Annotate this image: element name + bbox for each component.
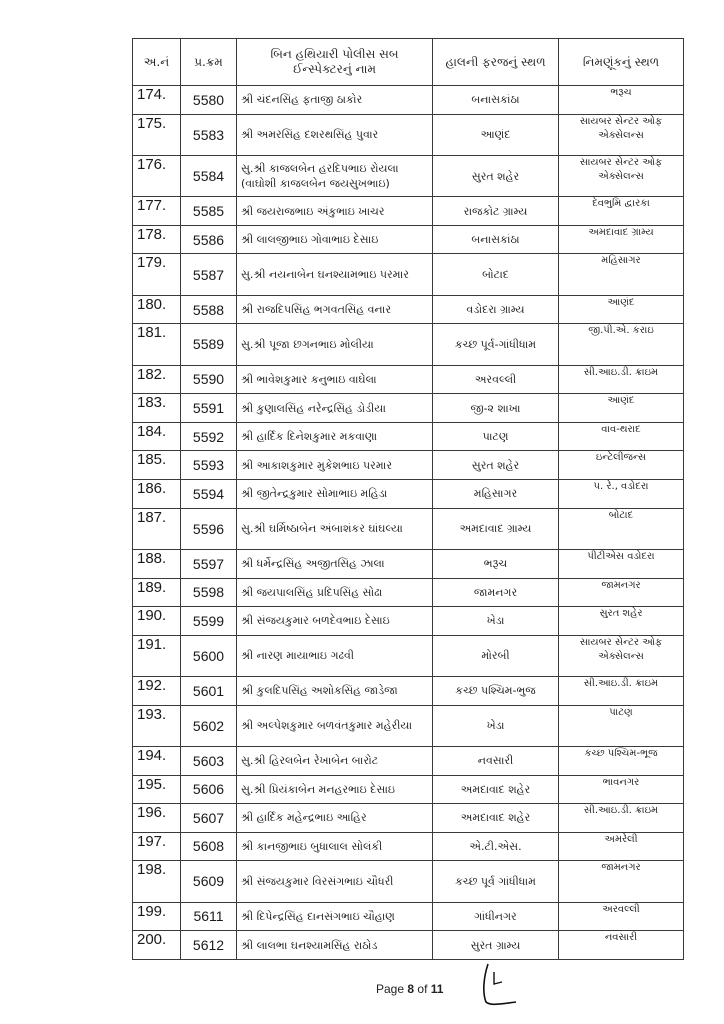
current-duty-cell: સુરત ગ્રામ્ય (433, 931, 559, 960)
serial-cell: 200. (133, 931, 181, 960)
order-cell: 5597 (181, 549, 237, 578)
serial-cell: 175. (133, 114, 181, 155)
posting-cell: જી.પી.એ. કરાઇ (559, 324, 684, 365)
officer-name-cell: શ્રી આકાશકુમાર મુકેશભાઇ પરમાર (237, 451, 433, 480)
current-duty-cell: રાજકોટ ગ્રામ્ય (433, 197, 559, 226)
current-duty-cell: જામનગર (433, 578, 559, 607)
table-row (133, 394, 684, 423)
page-prefix: Page (376, 982, 405, 996)
order-cell: 5590 (181, 365, 237, 394)
serial-cell: 176. (133, 155, 181, 196)
current-duty-cell: અરવલ્લી (433, 365, 559, 394)
officer-name-cell: શ્રી જીતેન્દ્રકુમાર સોમાભાઇ મહિડા (237, 480, 433, 509)
serial-cell: 187. (133, 508, 181, 549)
page-number (376, 982, 443, 996)
officer-name-cell: શ્રી કાનજીભાઇ બુધાલાલ સોલંકી (237, 832, 433, 861)
serial-cell: 194. (133, 746, 181, 775)
order-cell: 5588 (181, 295, 237, 324)
table-row (133, 365, 684, 394)
serial-cell: 184. (133, 422, 181, 451)
current-duty-cell: બનાસકાંઠા (433, 225, 559, 254)
page-current: 8 (407, 982, 415, 996)
posting-cell: વાવ-થરાદ (559, 422, 684, 451)
officer-name-cell: શ્રી કુણાલસિંહ નરેન્દ્રસિંહ ડોડીયા (237, 394, 433, 423)
order-cell: 5606 (181, 775, 237, 804)
order-cell: 5609 (181, 861, 237, 902)
order-cell: 5591 (181, 394, 237, 423)
serial-cell: 195. (133, 775, 181, 804)
serial-cell: 183. (133, 394, 181, 423)
officer-name-cell: સુ.શ્રી ઘર્મિષ્ઠાબેન અંબાશંકર ઘાંઘલ્યા (237, 508, 433, 549)
current-duty-cell: બોટાદ (433, 254, 559, 295)
posting-cell: ઇન્ટેલીજન્સ (559, 451, 684, 480)
serial-cell: 188. (133, 549, 181, 578)
posting-cell: સી.આઇ.ડી. ક્રાઇમ (559, 365, 684, 394)
serial-cell: 186. (133, 480, 181, 509)
posting-cell: સુરત શહેર (559, 607, 684, 636)
officer-name-cell: શ્રી રાજદિપસિંહ ભગવતસિંહ વનાર (237, 295, 433, 324)
serial-cell: 197. (133, 832, 181, 861)
order-cell: 5584 (181, 155, 237, 196)
order-cell: 5607 (181, 804, 237, 833)
table-row (133, 86, 684, 115)
current-duty-cell: અમદાવાદ શહેર (433, 804, 559, 833)
officer-name-cell: શ્રી દિપેન્દ્રસિંહ દાનસંગભાઇ ચૌહાણ (237, 902, 433, 931)
header-order: પ્ર.ક્રમ (181, 39, 237, 86)
officer-name-cell: શ્રી કુલદિપસિંહ અશોકસિંહ જાડેજા (237, 677, 433, 706)
order-cell: 5594 (181, 480, 237, 509)
order-cell: 5589 (181, 324, 237, 365)
officer-name-cell: શ્રી ચંદનસિંહ ફતાજી ઠાકોર (237, 86, 433, 115)
current-duty-cell: ગાંધીનગર (433, 902, 559, 931)
table-row (133, 832, 684, 861)
order-cell: 5612 (181, 931, 237, 960)
serial-cell: 185. (133, 451, 181, 480)
table-row (133, 775, 684, 804)
posting-cell: આણંદ (559, 295, 684, 324)
serial-cell: 190. (133, 607, 181, 636)
table-row (133, 746, 684, 775)
officer-name-cell: સુ.શ્રી કાજલબેન હરદિપભાઇ રોયલા (વાઘોશી કાજલબેન જયસુખભાઇ) (237, 155, 433, 196)
table-row (133, 549, 684, 578)
order-cell: 5583 (181, 114, 237, 155)
serial-cell: 178. (133, 225, 181, 254)
posting-cell: અમદાવાદ ગ્રામ્ય (559, 225, 684, 254)
current-duty-cell: મોરબી (433, 635, 559, 676)
order-cell: 5611 (181, 902, 237, 931)
table-row (133, 677, 684, 706)
officer-name-cell: શ્રી લાલજીભાઇ ગોવાભાઇ દેસાઇ (237, 225, 433, 254)
current-duty-cell: ખેડા (433, 607, 559, 636)
current-duty-cell: વડોદરા ગ્રામ્ય (433, 295, 559, 324)
serial-cell: 177. (133, 197, 181, 226)
officer-name-cell: સુ.શ્રી પૂજા છગનભાઇ મોલીયા (237, 324, 433, 365)
order-cell: 5598 (181, 578, 237, 607)
order-cell: 5593 (181, 451, 237, 480)
posting-cell: જામનગર (559, 861, 684, 902)
header-posting: નિમણૂંકનું સ્થળ (559, 39, 684, 86)
page-total: 11 (430, 982, 444, 996)
posting-cell: અમરેલી (559, 832, 684, 861)
table-row (133, 578, 684, 607)
order-cell: 5602 (181, 705, 237, 746)
current-duty-cell: પાટણ (433, 422, 559, 451)
serial-cell: 181. (133, 324, 181, 365)
officer-name-cell: શ્રી સંજયકુમાર બળદેવભાઇ દેસાઇ (237, 607, 433, 636)
officer-name-cell: શ્રી ધર્મેન્દ્રસિંહ અજીતસિંહ ઝાલા (237, 549, 433, 578)
officer-name-cell: શ્રી લાલભા ઘનશ્યામસિંહ રાઠોડ (237, 931, 433, 960)
table-row (133, 295, 684, 324)
current-duty-cell: આણંદ (433, 114, 559, 155)
officer-name-cell: સુ.શ્રી નયનાબેન ઘનશ્યામભાઇ પરમાર (237, 254, 433, 295)
order-cell: 5603 (181, 746, 237, 775)
table-row (133, 155, 684, 196)
header-serial: અ.નં (133, 39, 181, 86)
order-cell: 5592 (181, 422, 237, 451)
officer-name-cell: શ્રી જયરાજભાઇ અંકુભાઇ ખાચર (237, 197, 433, 226)
serial-cell: 179. (133, 254, 181, 295)
header-name: બિન હથિયારી પોલીસ સબ ઈન્સ્પેક્ટરનું નામ (237, 39, 433, 86)
officer-name-cell: શ્રી જયપાલસિંહ પ્રદિપસિંહ સોઢા (237, 578, 433, 607)
table-row (133, 324, 684, 365)
posting-cell: અરવલ્લી (559, 902, 684, 931)
officer-name-cell: શ્રી સંજયકુમાર વિરસંગભાઇ ચૌધરી (237, 861, 433, 902)
serial-cell: 198. (133, 861, 181, 902)
order-cell: 5600 (181, 635, 237, 676)
order-cell: 5580 (181, 86, 237, 115)
posting-cell: ભાવનગર (559, 775, 684, 804)
header-current-duty: હાલની ફરજનું સ્થળ (433, 39, 559, 86)
posting-cell: ભરૂચ (559, 86, 684, 115)
page-of: of (417, 982, 428, 996)
order-cell: 5587 (181, 254, 237, 295)
posting-cell: આણંદ (559, 394, 684, 423)
serial-cell: 191. (133, 635, 181, 676)
table-row (133, 902, 684, 931)
posting-cell: દેવભુમિ દ્વારકા (559, 197, 684, 226)
current-duty-cell: બનાસકાંઠા (433, 86, 559, 115)
serial-cell: 182. (133, 365, 181, 394)
order-cell: 5599 (181, 607, 237, 636)
table-row (133, 254, 684, 295)
serial-cell: 192. (133, 677, 181, 706)
current-duty-cell: ભરૂચ (433, 549, 559, 578)
serial-cell: 174. (133, 86, 181, 115)
signature-mark (480, 958, 520, 1008)
table-row (133, 197, 684, 226)
table-row (133, 114, 684, 155)
table-row (133, 451, 684, 480)
serial-cell: 180. (133, 295, 181, 324)
table-row (133, 225, 684, 254)
table-row (133, 931, 684, 960)
posting-cell: સાયબર સેન્ટર ઓફ એક્સેલન્સ (559, 635, 684, 676)
serial-cell: 193. (133, 705, 181, 746)
table-row (133, 861, 684, 902)
table-header-row (133, 39, 684, 86)
posting-cell: બોટાદ (559, 508, 684, 549)
order-cell: 5608 (181, 832, 237, 861)
posting-cell: સી.આઇ.ડી. ક્રાઇમ (559, 804, 684, 833)
posting-cell: નવસારી (559, 931, 684, 960)
officer-name-cell: શ્રી અલ્પેશકુમાર બળવંતકુમાર મહેરીયા (237, 705, 433, 746)
table-row (133, 480, 684, 509)
posting-cell: મહિસાગર (559, 254, 684, 295)
posting-cell: પાટણ (559, 705, 684, 746)
officer-name-cell: શ્રી અમરસિંહ દશરથસિંહ પુવાર (237, 114, 433, 155)
current-duty-cell: કચ્છ પશ્ચિમ-ભુજ (433, 677, 559, 706)
serial-cell: 199. (133, 902, 181, 931)
order-cell: 5586 (181, 225, 237, 254)
table-row (133, 635, 684, 676)
order-cell: 5601 (181, 677, 237, 706)
serial-cell: 189. (133, 578, 181, 607)
current-duty-cell: કચ્છ પૂર્વ ગાંધીધામ (433, 861, 559, 902)
current-duty-cell: મહિસાગર (433, 480, 559, 509)
current-duty-cell: એ.ટી.એસ. (433, 832, 559, 861)
posting-cell: સાયબર સેન્ટર ઓફ એક્સેલન્સ (559, 155, 684, 196)
table-row (133, 607, 684, 636)
current-duty-cell: સુરત શહેર (433, 451, 559, 480)
order-cell: 5596 (181, 508, 237, 549)
current-duty-cell: અમદાવાદ ગ્રામ્ય (433, 508, 559, 549)
table-row (133, 422, 684, 451)
posting-cell: જામનગર (559, 578, 684, 607)
posting-cell: પ. રે., વડોદરા (559, 480, 684, 509)
current-duty-cell: ખેડા (433, 705, 559, 746)
officer-name-cell: સુ.શ્રી પ્રિયંકાબેન મનહરભાઇ દેસાઇ (237, 775, 433, 804)
officer-name-cell: શ્રી હાર્દિક દિનેશકુમાર મકવાણા (237, 422, 433, 451)
officer-name-cell: શ્રી ભાવેશકુમાર કનુભાઇ વાઘેલા (237, 365, 433, 394)
order-cell: 5585 (181, 197, 237, 226)
current-duty-cell: જી-૨ શાખા (433, 394, 559, 423)
posting-cell: સી.આઇ.ડી. ક્રાઇમ (559, 677, 684, 706)
officer-name-cell: સુ.શ્રી હિરલબેન રેખાબેન બારોટ (237, 746, 433, 775)
posting-cell: કચ્છ પશ્ચિમ-ભૂજ (559, 746, 684, 775)
posting-cell: સાયબર સેન્ટર ઓફ એક્સેલન્સ (559, 114, 684, 155)
table-row (133, 508, 684, 549)
current-duty-cell: સુરત શહેર (433, 155, 559, 196)
current-duty-cell: અમદાવાદ શહેર (433, 775, 559, 804)
current-duty-cell: નવસારી (433, 746, 559, 775)
posting-cell: પીટીએસ વડોદરા (559, 549, 684, 578)
serial-cell: 196. (133, 804, 181, 833)
table-row (133, 705, 684, 746)
table-row (133, 804, 684, 833)
postings-table (132, 38, 684, 960)
officer-name-cell: શ્રી નારણ માયાભાઇ ગઢવી (237, 635, 433, 676)
officer-name-cell: શ્રી હાર્દિક મહેન્દ્રભાઇ આહિર (237, 804, 433, 833)
table-body (133, 86, 684, 960)
current-duty-cell: કચ્છ પૂર્વ-ગાંધીધામ (433, 324, 559, 365)
